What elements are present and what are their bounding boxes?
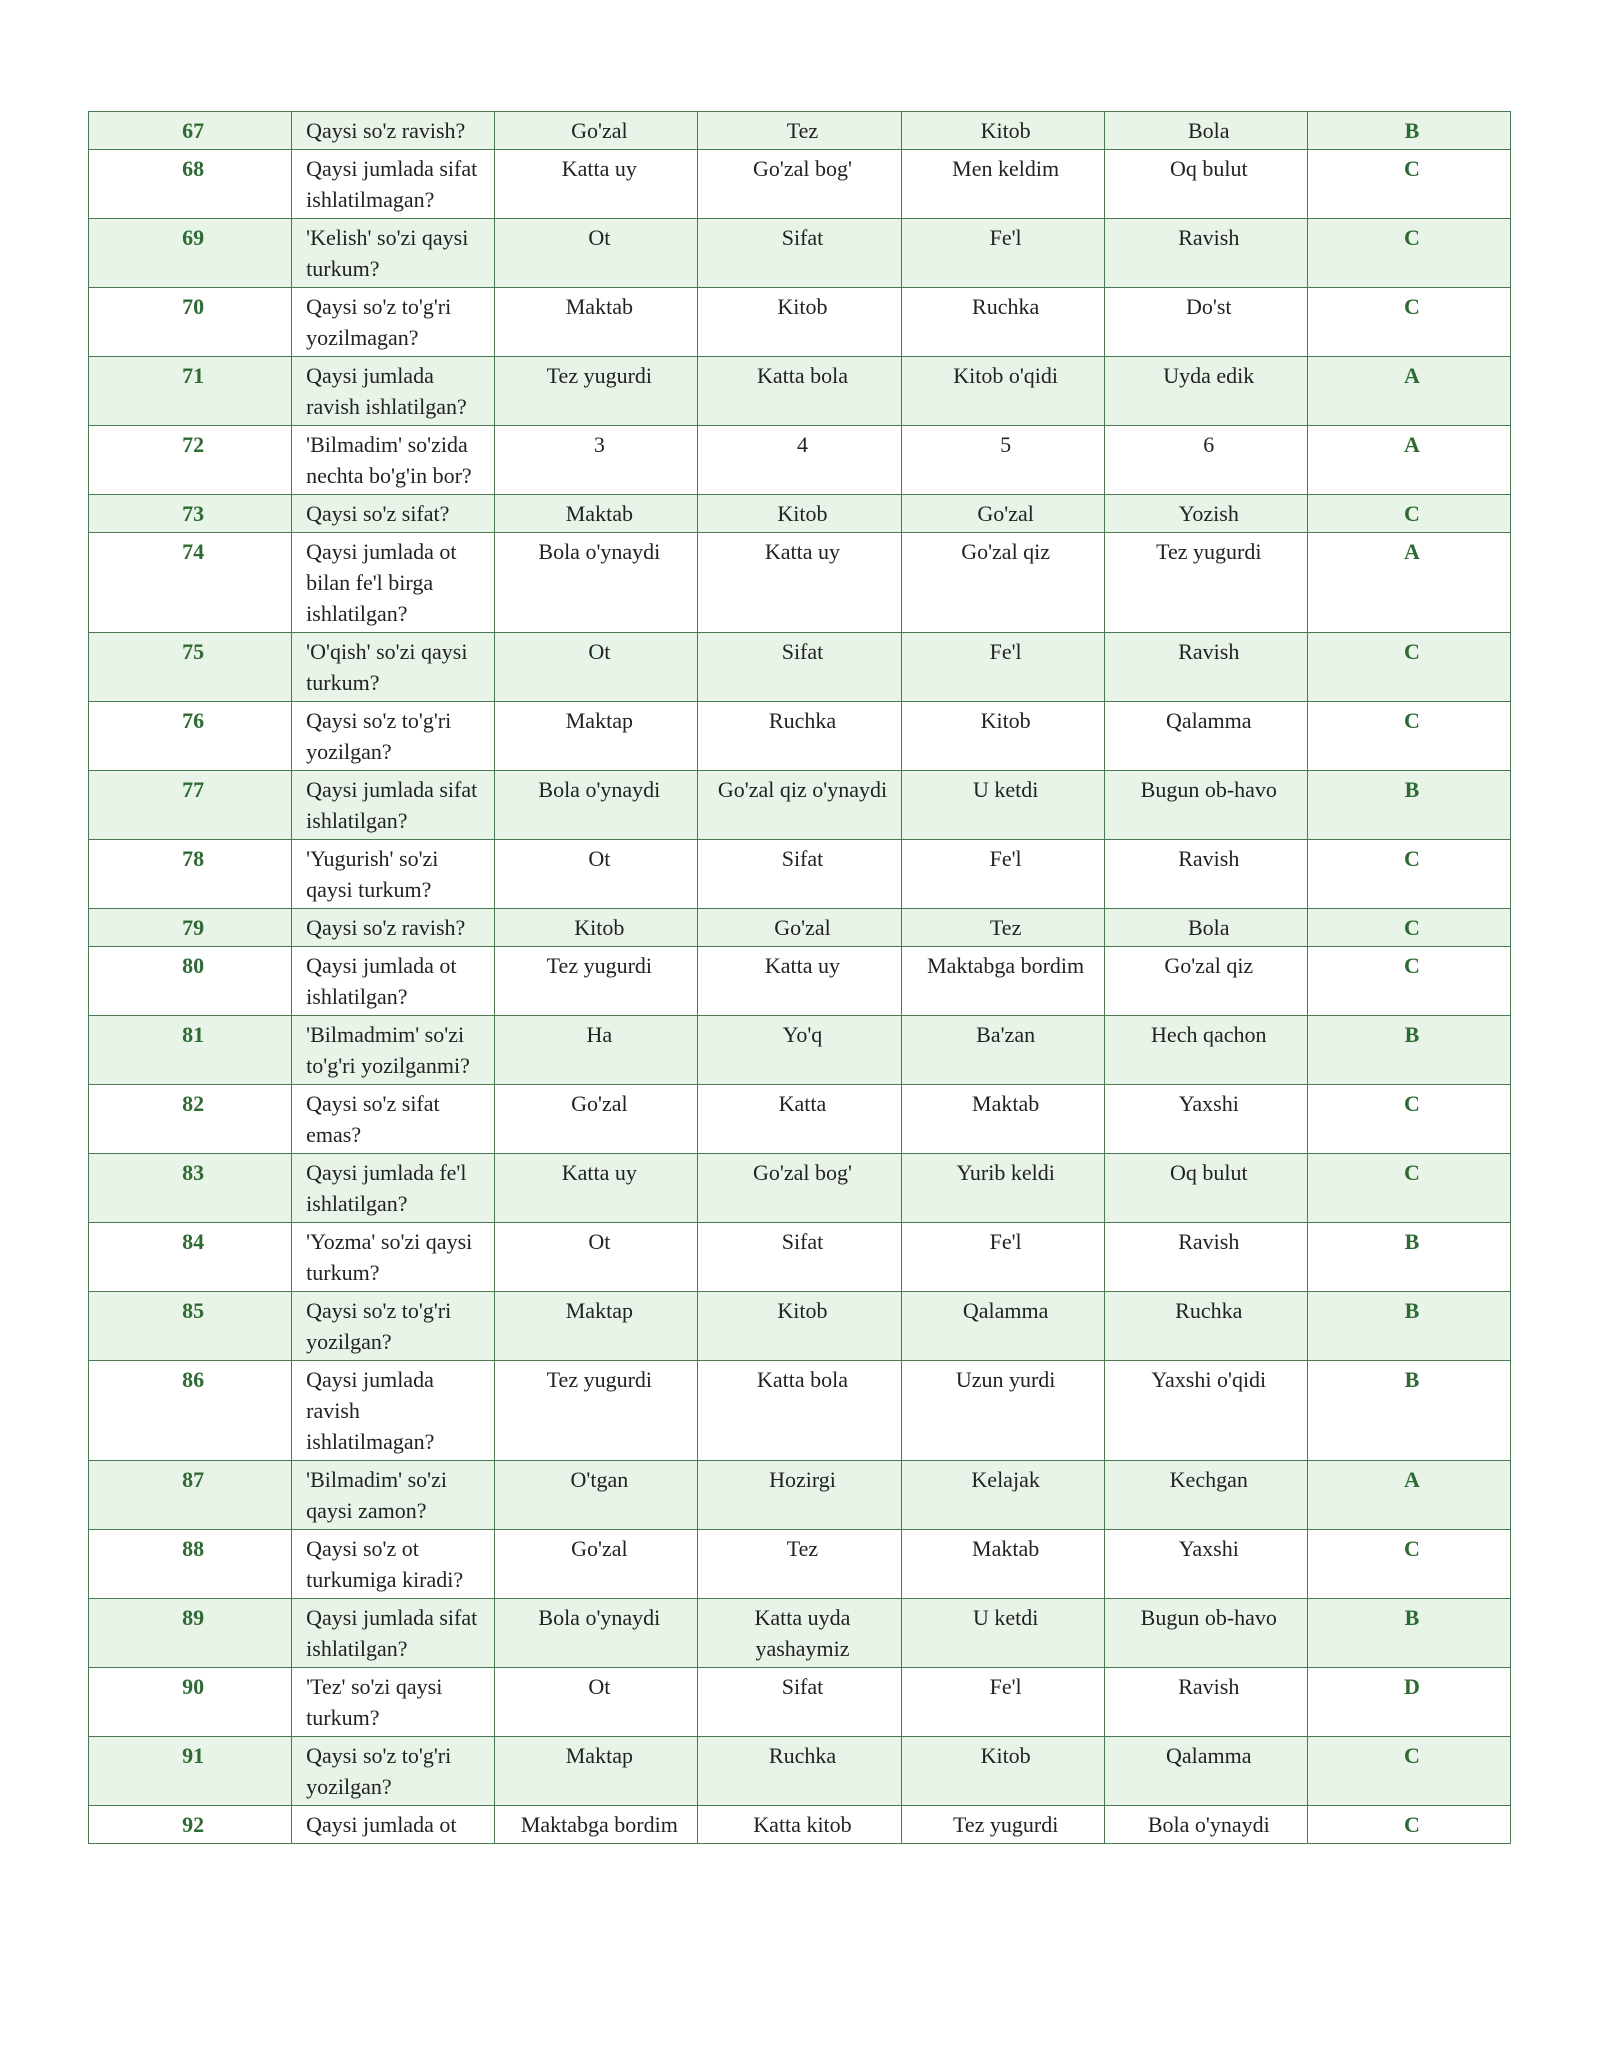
question-number: 90 <box>89 1668 292 1737</box>
option-c: Fe'l <box>901 1223 1104 1292</box>
option-c: Uzun yurdi <box>901 1361 1104 1461</box>
correct-answer: C <box>1307 947 1510 1016</box>
question-text: Qaysi so'z to'g'ri yozilgan? <box>292 1292 495 1361</box>
option-c: Fe'l <box>901 1668 1104 1737</box>
table-row <box>89 1223 1511 1292</box>
question-number: 91 <box>89 1737 292 1806</box>
correct-answer: C <box>1307 840 1510 909</box>
question-text: Qaysi jumlada sifat ishlatilgan? <box>292 1599 495 1668</box>
table-row <box>89 112 1511 150</box>
question-number: 76 <box>89 702 292 771</box>
table-row <box>89 219 1511 288</box>
question-number: 87 <box>89 1461 292 1530</box>
option-a: Ot <box>495 633 698 702</box>
option-b: Katta bola <box>698 357 901 426</box>
question-text: Qaysi jumlada sifat ishlatilmagan? <box>292 150 495 219</box>
question-number: 67 <box>89 112 292 150</box>
option-a: Tez yugurdi <box>495 357 698 426</box>
option-d: Oq bulut <box>1104 1154 1307 1223</box>
option-d: Yaxshi <box>1104 1530 1307 1599</box>
option-d: Kechgan <box>1104 1461 1307 1530</box>
correct-answer: A <box>1307 426 1510 495</box>
question-number: 81 <box>89 1016 292 1085</box>
correct-answer: A <box>1307 357 1510 426</box>
table-row <box>89 495 1511 533</box>
correct-answer: A <box>1307 1461 1510 1530</box>
option-d: Ravish <box>1104 633 1307 702</box>
option-c: Ba'zan <box>901 1016 1104 1085</box>
table-row <box>89 533 1511 633</box>
option-a: Maktap <box>495 1292 698 1361</box>
table-row <box>89 357 1511 426</box>
quiz-table <box>88 111 1511 1844</box>
question-text: 'O'qish' so'zi qaysi turkum? <box>292 633 495 702</box>
option-d: Ravish <box>1104 219 1307 288</box>
option-a: Ot <box>495 1223 698 1292</box>
correct-answer: C <box>1307 702 1510 771</box>
question-number: 78 <box>89 840 292 909</box>
question-text: Qaysi jumlada ot <box>292 1806 495 1844</box>
option-b: Katta bola <box>698 1361 901 1461</box>
option-a: Tez yugurdi <box>495 1361 698 1461</box>
question-text: Qaysi so'z to'g'ri yozilmagan? <box>292 288 495 357</box>
option-c: Fe'l <box>901 633 1104 702</box>
question-number: 73 <box>89 495 292 533</box>
option-d: Bola <box>1104 112 1307 150</box>
question-number: 88 <box>89 1530 292 1599</box>
question-text: 'Bilmadim' so'zi qaysi zamon? <box>292 1461 495 1530</box>
option-a: Bola o'ynaydi <box>495 533 698 633</box>
question-number: 84 <box>89 1223 292 1292</box>
quiz-table-body <box>89 112 1511 1844</box>
option-a: Ot <box>495 840 698 909</box>
option-c: Kelajak <box>901 1461 1104 1530</box>
question-number: 71 <box>89 357 292 426</box>
option-a: 3 <box>495 426 698 495</box>
correct-answer: B <box>1307 1292 1510 1361</box>
option-d: Ravish <box>1104 1668 1307 1737</box>
option-b: Katta uy <box>698 947 901 1016</box>
option-d: Ravish <box>1104 840 1307 909</box>
option-d: Yaxshi o'qidi <box>1104 1361 1307 1461</box>
option-d: Qalamma <box>1104 1737 1307 1806</box>
option-c: 5 <box>901 426 1104 495</box>
question-text: Qaysi jumlada sifat ishlatilgan? <box>292 771 495 840</box>
option-a: Tez yugurdi <box>495 947 698 1016</box>
option-c: Kitob <box>901 1737 1104 1806</box>
option-c: Kitob <box>901 702 1104 771</box>
option-c: Yurib keldi <box>901 1154 1104 1223</box>
option-d: Tez yugurdi <box>1104 533 1307 633</box>
option-b: Go'zal bog' <box>698 1154 901 1223</box>
correct-answer: B <box>1307 112 1510 150</box>
option-d: 6 <box>1104 426 1307 495</box>
option-d: Yozish <box>1104 495 1307 533</box>
option-b: Go'zal qiz o'ynaydi <box>698 771 901 840</box>
option-c: Kitob o'qidi <box>901 357 1104 426</box>
option-b: Go'zal bog' <box>698 150 901 219</box>
question-text: Qaysi so'z to'g'ri yozilgan? <box>292 702 495 771</box>
option-d: Ruchka <box>1104 1292 1307 1361</box>
document-page <box>88 111 1511 1844</box>
correct-answer: B <box>1307 771 1510 840</box>
table-row <box>89 840 1511 909</box>
table-row <box>89 288 1511 357</box>
option-c: Maktab <box>901 1085 1104 1154</box>
option-b: Sifat <box>698 840 901 909</box>
correct-answer: A <box>1307 533 1510 633</box>
table-row <box>89 426 1511 495</box>
option-a: Ot <box>495 219 698 288</box>
table-row <box>89 947 1511 1016</box>
question-text: Qaysi jumlada ot bilan fe'l birga ishlatilgan? <box>292 533 495 633</box>
option-b: Tez <box>698 1530 901 1599</box>
table-row <box>89 1154 1511 1223</box>
option-b: Katta uyda yashaymiz <box>698 1599 901 1668</box>
question-text: 'Kelish' so'zi qaysi turkum? <box>292 219 495 288</box>
question-text: Qaysi so'z ravish? <box>292 909 495 947</box>
table-row <box>89 1085 1511 1154</box>
table-row <box>89 1599 1511 1668</box>
option-b: Kitob <box>698 495 901 533</box>
option-a: Maktap <box>495 702 698 771</box>
option-c: U ketdi <box>901 771 1104 840</box>
table-row <box>89 1737 1511 1806</box>
option-b: Sifat <box>698 219 901 288</box>
question-number: 92 <box>89 1806 292 1844</box>
option-b: Ruchka <box>698 1737 901 1806</box>
question-number: 80 <box>89 947 292 1016</box>
option-d: Go'zal qiz <box>1104 947 1307 1016</box>
question-text: Qaysi so'z sifat? <box>292 495 495 533</box>
question-number: 89 <box>89 1599 292 1668</box>
table-row <box>89 1292 1511 1361</box>
question-number: 79 <box>89 909 292 947</box>
option-b: Yo'q <box>698 1016 901 1085</box>
option-a: Go'zal <box>495 1085 698 1154</box>
table-row <box>89 1530 1511 1599</box>
option-d: Uyda edik <box>1104 357 1307 426</box>
option-b: Hozirgi <box>698 1461 901 1530</box>
option-d: Do'st <box>1104 288 1307 357</box>
question-text: 'Bilmadmim' so'zi to'g'ri yozilganmi? <box>292 1016 495 1085</box>
correct-answer: C <box>1307 1806 1510 1844</box>
correct-answer: B <box>1307 1599 1510 1668</box>
option-d: Ravish <box>1104 1223 1307 1292</box>
option-b: Tez <box>698 112 901 150</box>
option-d: Bola <box>1104 909 1307 947</box>
option-c: Fe'l <box>901 219 1104 288</box>
question-number: 83 <box>89 1154 292 1223</box>
option-d: Oq bulut <box>1104 150 1307 219</box>
table-row <box>89 1361 1511 1461</box>
table-row <box>89 1461 1511 1530</box>
table-row <box>89 1668 1511 1737</box>
option-c: Kitob <box>901 112 1104 150</box>
option-a: Ot <box>495 1668 698 1737</box>
option-b: Kitob <box>698 1292 901 1361</box>
option-a: Go'zal <box>495 1530 698 1599</box>
table-row <box>89 633 1511 702</box>
option-b: Sifat <box>698 1223 901 1292</box>
option-a: Maktab <box>495 495 698 533</box>
question-number: 68 <box>89 150 292 219</box>
correct-answer: B <box>1307 1016 1510 1085</box>
option-c: Maktab <box>901 1530 1104 1599</box>
question-number: 69 <box>89 219 292 288</box>
table-row <box>89 771 1511 840</box>
option-a: Maktap <box>495 1737 698 1806</box>
question-text: 'Yugurish' so'zi qaysi turkum? <box>292 840 495 909</box>
option-a: Maktabga bordim <box>495 1806 698 1844</box>
option-a: Katta uy <box>495 1154 698 1223</box>
question-number: 82 <box>89 1085 292 1154</box>
option-b: Ruchka <box>698 702 901 771</box>
correct-answer: C <box>1307 288 1510 357</box>
option-b: Katta <box>698 1085 901 1154</box>
option-b: Sifat <box>698 633 901 702</box>
correct-answer: C <box>1307 1085 1510 1154</box>
option-a: Go'zal <box>495 112 698 150</box>
table-row <box>89 1016 1511 1085</box>
option-d: Bugun ob-havo <box>1104 1599 1307 1668</box>
option-c: Go'zal qiz <box>901 533 1104 633</box>
option-b: Kitob <box>698 288 901 357</box>
question-number: 70 <box>89 288 292 357</box>
question-text: Qaysi so'z to'g'ri yozilgan? <box>292 1737 495 1806</box>
correct-answer: C <box>1307 219 1510 288</box>
correct-answer: B <box>1307 1361 1510 1461</box>
question-text: 'Bilmadim' so'zida nechta bo'g'in bor? <box>292 426 495 495</box>
correct-answer: C <box>1307 1530 1510 1599</box>
option-a: Ha <box>495 1016 698 1085</box>
question-text: Qaysi jumlada ot ishlatilgan? <box>292 947 495 1016</box>
correct-answer: C <box>1307 1154 1510 1223</box>
question-text: Qaysi so'z sifat emas? <box>292 1085 495 1154</box>
table-row <box>89 909 1511 947</box>
question-number: 75 <box>89 633 292 702</box>
question-number: 77 <box>89 771 292 840</box>
option-c: Ruchka <box>901 288 1104 357</box>
correct-answer: C <box>1307 150 1510 219</box>
option-b: Go'zal <box>698 909 901 947</box>
correct-answer: C <box>1307 909 1510 947</box>
option-c: U ketdi <box>901 1599 1104 1668</box>
question-number: 72 <box>89 426 292 495</box>
option-b: Katta uy <box>698 533 901 633</box>
option-b: Sifat <box>698 1668 901 1737</box>
table-row <box>89 1806 1511 1844</box>
question-text: Qaysi jumlada fe'l ishlatilgan? <box>292 1154 495 1223</box>
option-b: 4 <box>698 426 901 495</box>
option-d: Yaxshi <box>1104 1085 1307 1154</box>
correct-answer: D <box>1307 1668 1510 1737</box>
table-row <box>89 150 1511 219</box>
option-c: Go'zal <box>901 495 1104 533</box>
question-text: Qaysi jumlada ravish ishlatilgan? <box>292 357 495 426</box>
option-a: O'tgan <box>495 1461 698 1530</box>
option-c: Men keldim <box>901 150 1104 219</box>
option-a: Kitob <box>495 909 698 947</box>
correct-answer: C <box>1307 633 1510 702</box>
correct-answer: C <box>1307 495 1510 533</box>
option-b: Katta kitob <box>698 1806 901 1844</box>
question-text: Qaysi jumlada ravish ishlatilmagan? <box>292 1361 495 1461</box>
option-c: Tez yugurdi <box>901 1806 1104 1844</box>
option-a: Bola o'ynaydi <box>495 1599 698 1668</box>
question-number: 74 <box>89 533 292 633</box>
option-d: Bola o'ynaydi <box>1104 1806 1307 1844</box>
correct-answer: C <box>1307 1737 1510 1806</box>
question-number: 85 <box>89 1292 292 1361</box>
question-number: 86 <box>89 1361 292 1461</box>
option-c: Fe'l <box>901 840 1104 909</box>
option-d: Hech qachon <box>1104 1016 1307 1085</box>
question-text: Qaysi so'z ot turkumiga kiradi? <box>292 1530 495 1599</box>
option-c: Maktabga bordim <box>901 947 1104 1016</box>
option-d: Qalamma <box>1104 702 1307 771</box>
option-a: Katta uy <box>495 150 698 219</box>
table-row <box>89 702 1511 771</box>
option-d: Bugun ob-havo <box>1104 771 1307 840</box>
option-c: Qalamma <box>901 1292 1104 1361</box>
question-text: 'Yozma' so'zi qaysi turkum? <box>292 1223 495 1292</box>
option-c: Tez <box>901 909 1104 947</box>
option-a: Maktab <box>495 288 698 357</box>
correct-answer: B <box>1307 1223 1510 1292</box>
question-text: 'Tez' so'zi qaysi turkum? <box>292 1668 495 1737</box>
option-a: Bola o'ynaydi <box>495 771 698 840</box>
question-text: Qaysi so'z ravish? <box>292 112 495 150</box>
